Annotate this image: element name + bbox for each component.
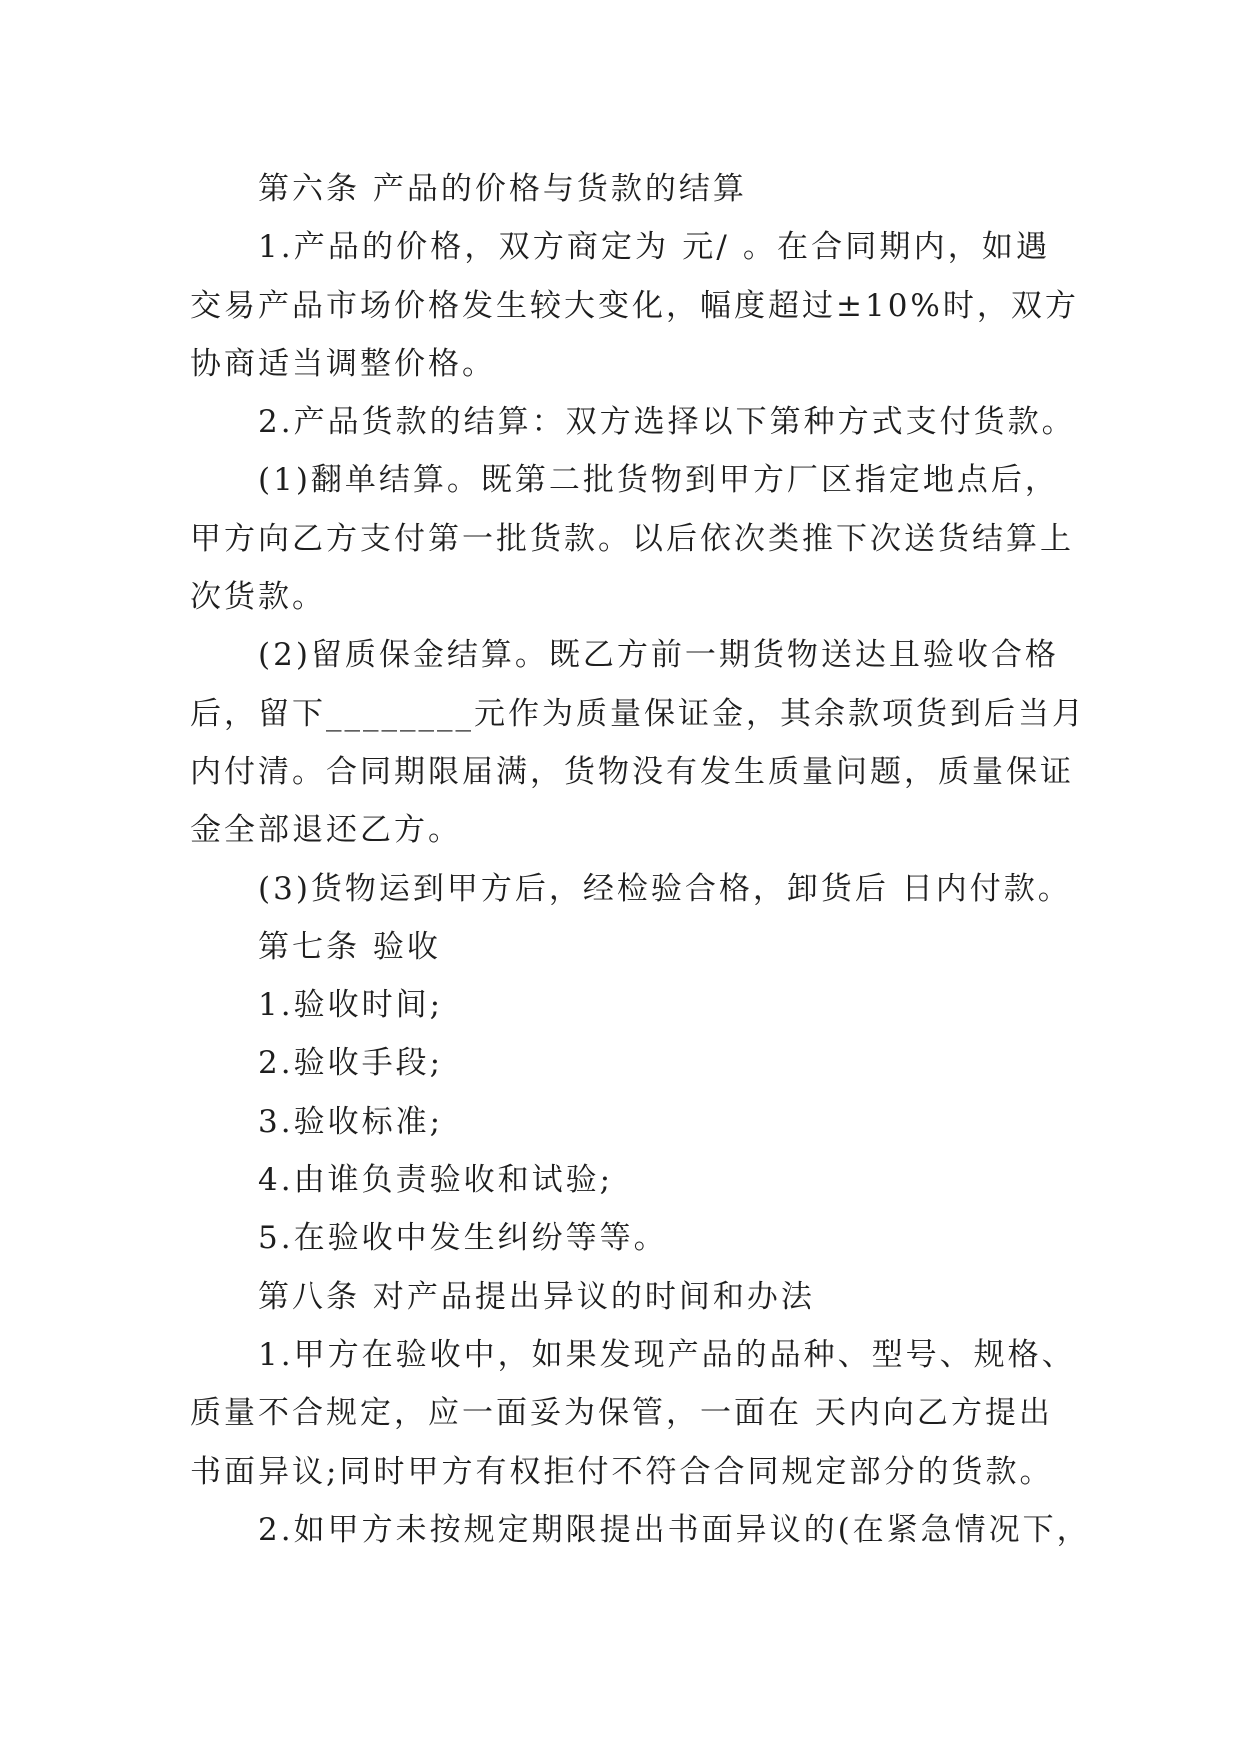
paragraph-line: 2.如甲方未按规定期限提出书面异议的(在紧急情况下， (258, 1511, 1091, 1548)
list-item: 4.由谁负责验收和试验; (258, 1162, 614, 1199)
document-body (190, 160, 1091, 1559)
paragraph-line: (3)货物运到甲方后，经检验合格，卸货后 日内付款。 (258, 870, 1072, 907)
paragraph-line: 甲方向乙方支付第一批货款。以后依次类推下次送货结算上 (190, 520, 1074, 557)
paragraph-line: 金全部退还乙方。 (190, 812, 462, 849)
article-8-heading: 第八条 对产品提出异议的时间和办法 (258, 1278, 815, 1315)
list-item: 5.在验收中发生纠纷等等。 (258, 1220, 668, 1257)
paragraph-line: (1)翻单结算。既第二批货物到甲方厂区指定地点后， (258, 462, 1059, 499)
paragraph-line: 次货款。 (190, 579, 326, 616)
list-item: 2.验收手段; (258, 1045, 444, 1082)
paragraph-line: 质量不合规定，应一面妥为保管，一面在 天内向乙方提出 (190, 1395, 1053, 1432)
paragraph-line: 2.产品货款的结算：双方选择以下第种方式支付货款。 (258, 404, 1076, 441)
paragraph-line: 后，留下________元作为质量保证金，其余款项货到后当月 (190, 695, 1086, 732)
paragraph-line: (2)留质保金结算。既乙方前一期货物送达且验收合格 (258, 637, 1059, 674)
article-6-heading: 第六条 产品的价格与货款的结算 (258, 171, 747, 207)
paragraph-line: 1.甲方在验收中，如果发现产品的品种、型号、规格、 (258, 1336, 1076, 1373)
paragraph-line: 书面异议;同时甲方有权拒付不符合合同规定部分的货款。 (190, 1453, 1054, 1490)
paragraph-line: 协商适当调整价格。 (190, 345, 496, 382)
list-item: 3.验收标准; (258, 1103, 444, 1140)
list-item: 1.验收时间; (258, 987, 444, 1024)
paragraph-line: 1.产品的价格，双方商定为 元/ 。在合同期内，如遇 (258, 229, 1050, 266)
paragraph-line: 交易产品市场价格发生较大变化，幅度超过±10%时，双方 (190, 287, 1079, 324)
article-7-heading: 第七条 验收 (258, 928, 441, 965)
paragraph-line: 内付清。合同期限届满，货物没有发生质量问题，质量保证 (190, 753, 1074, 790)
